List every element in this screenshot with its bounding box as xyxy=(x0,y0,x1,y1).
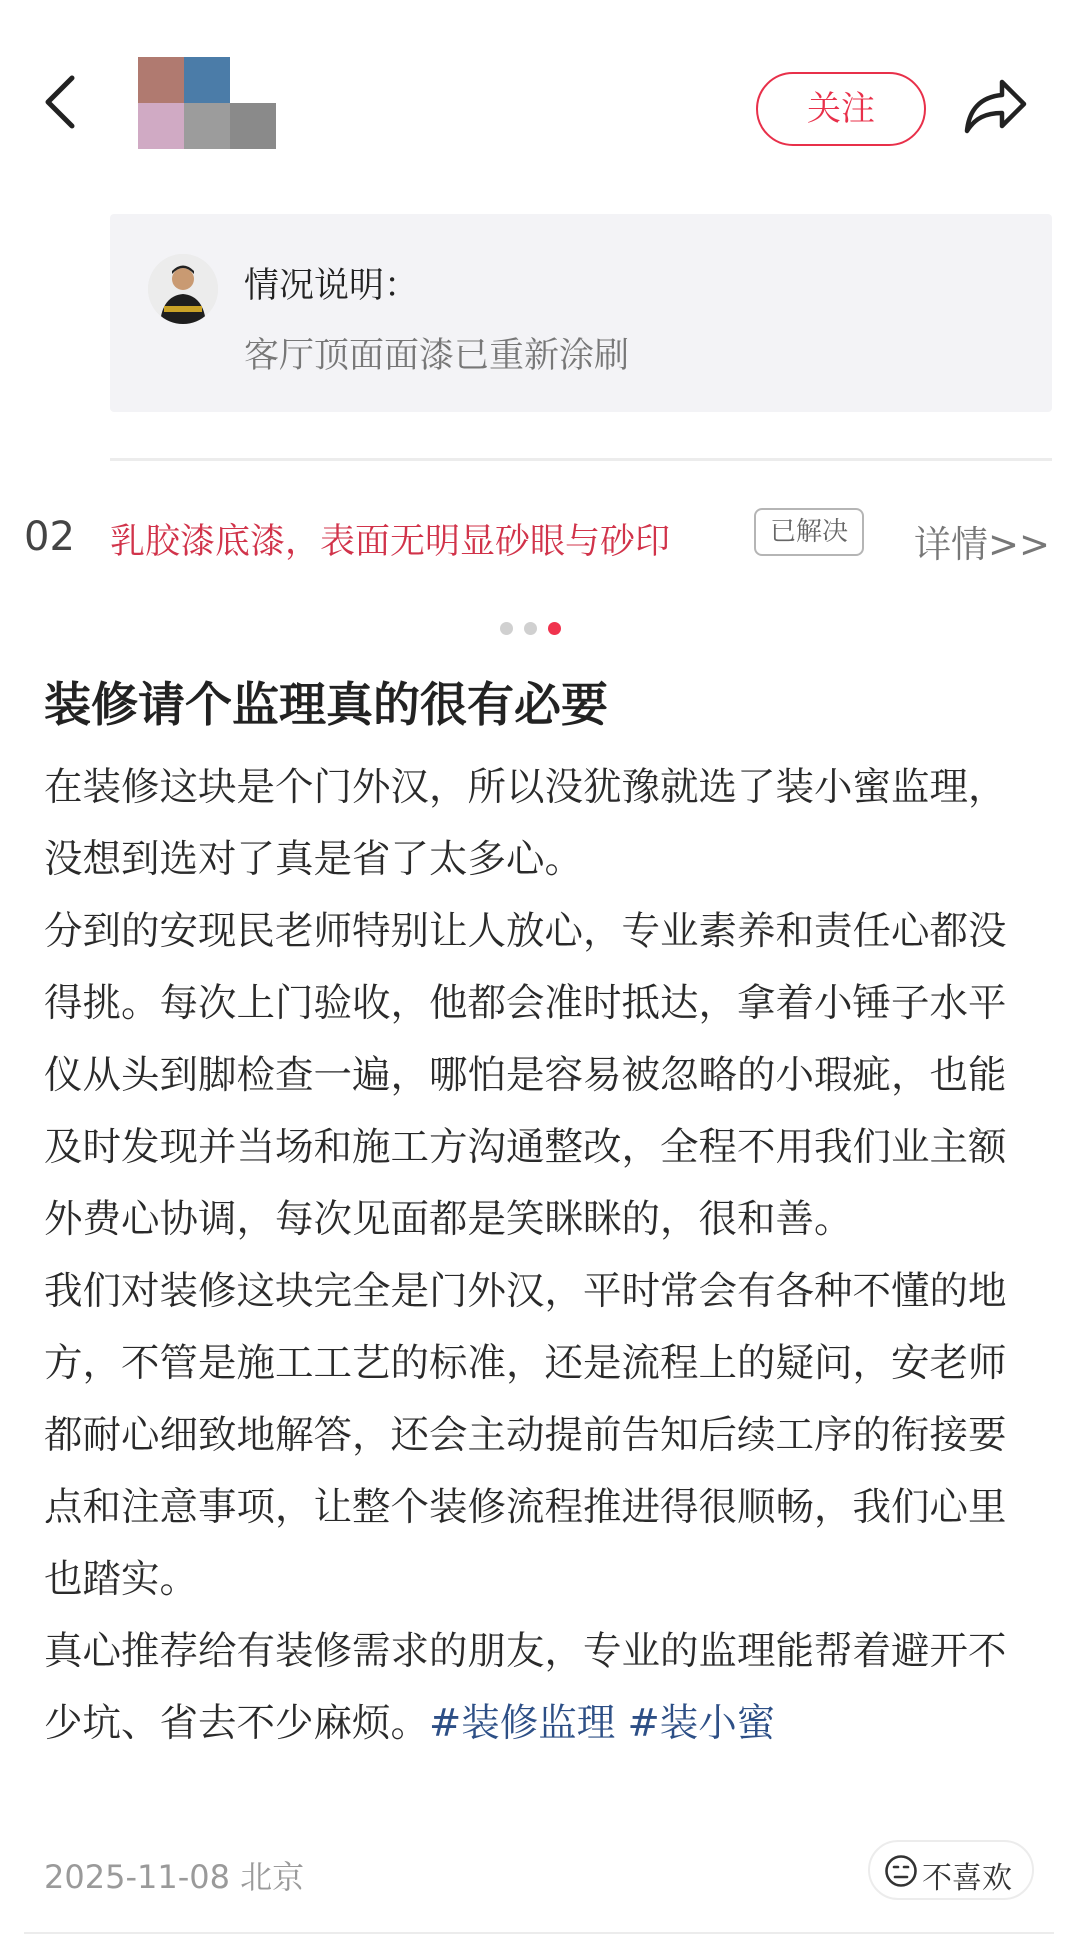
share-button[interactable] xyxy=(962,76,1032,146)
details-link[interactable]: 详情>> xyxy=(914,523,1051,566)
divider xyxy=(24,1932,1054,1934)
item-description: 乳胶漆底漆，表面无明显砂眼与砂印 xyxy=(110,522,671,562)
dislike-button[interactable] xyxy=(868,1840,1034,1900)
author-avatar[interactable] xyxy=(138,57,278,149)
post-paragraph-text: 真心推荐给有装修需求的朋友，专业的监理能帮着避开不少坑、省去不少麻烦。 xyxy=(44,1629,1007,1746)
status-badge: 已解决 xyxy=(754,508,864,556)
supervisor-avatar xyxy=(148,254,218,324)
carousel-dot[interactable] xyxy=(548,622,561,635)
post-paragraph-last xyxy=(44,1616,1012,1760)
follow-button[interactable]: 关注 xyxy=(756,72,926,146)
carousel-dot[interactable] xyxy=(500,622,513,635)
share-arrow-icon xyxy=(962,76,1028,136)
item-number: 02 xyxy=(24,514,75,560)
sad-face-icon xyxy=(884,1854,918,1888)
hashtag-link[interactable]: #装小蜜 xyxy=(627,1701,776,1746)
dislike-label: 不喜欢 xyxy=(922,1861,1012,1896)
inspection-note-card xyxy=(110,214,1052,412)
inspection-item-row[interactable] xyxy=(0,500,1080,580)
carousel-dot[interactable] xyxy=(524,622,537,635)
post-body xyxy=(44,752,1012,1760)
post-title: 装修请个监理真的很有必要 xyxy=(44,678,608,733)
chevron-left-icon xyxy=(40,72,80,132)
post-paragraph: 在装修这块是个门外汉，所以没犹豫就选了装小蜜监理，没想到选对了真是省了太多心。 xyxy=(44,765,1007,882)
post-date-location: 2025-11-08 北京 xyxy=(44,1858,305,1896)
hashtag-link[interactable]: #装修监理 xyxy=(429,1701,616,1746)
back-button[interactable] xyxy=(40,72,100,152)
top-bar xyxy=(0,0,1080,180)
note-title: 情况说明： xyxy=(244,266,420,306)
divider xyxy=(110,458,1052,461)
post-paragraph: 分到的安现民老师特别让人放心，专业素养和责任心都没得挑。每次上门验收，他都会准时抵达，拿着小锤子水平仪从头到脚检查一遍，哪怕是容易被忽略的小瑕疵，也能及时发现并当场和施工方沟通整改，全程不用我们业主额外费心协调，每次见面都是笑眯眯的，很和善。 xyxy=(44,909,1007,1242)
post-paragraph: 我们对装修这块完全是门外汉，平时常会有各种不懂的地方，不管是施工工艺的标准，还是流程上的疑问，安老师都耐心细致地解答，还会主动提前告知后续工序的衔接要点和注意事项，让整个装修流程推进得很顺畅，我们心里也踏实。 xyxy=(44,1269,1007,1602)
note-description: 客厅顶面面漆已重新涂刷 xyxy=(244,336,630,376)
